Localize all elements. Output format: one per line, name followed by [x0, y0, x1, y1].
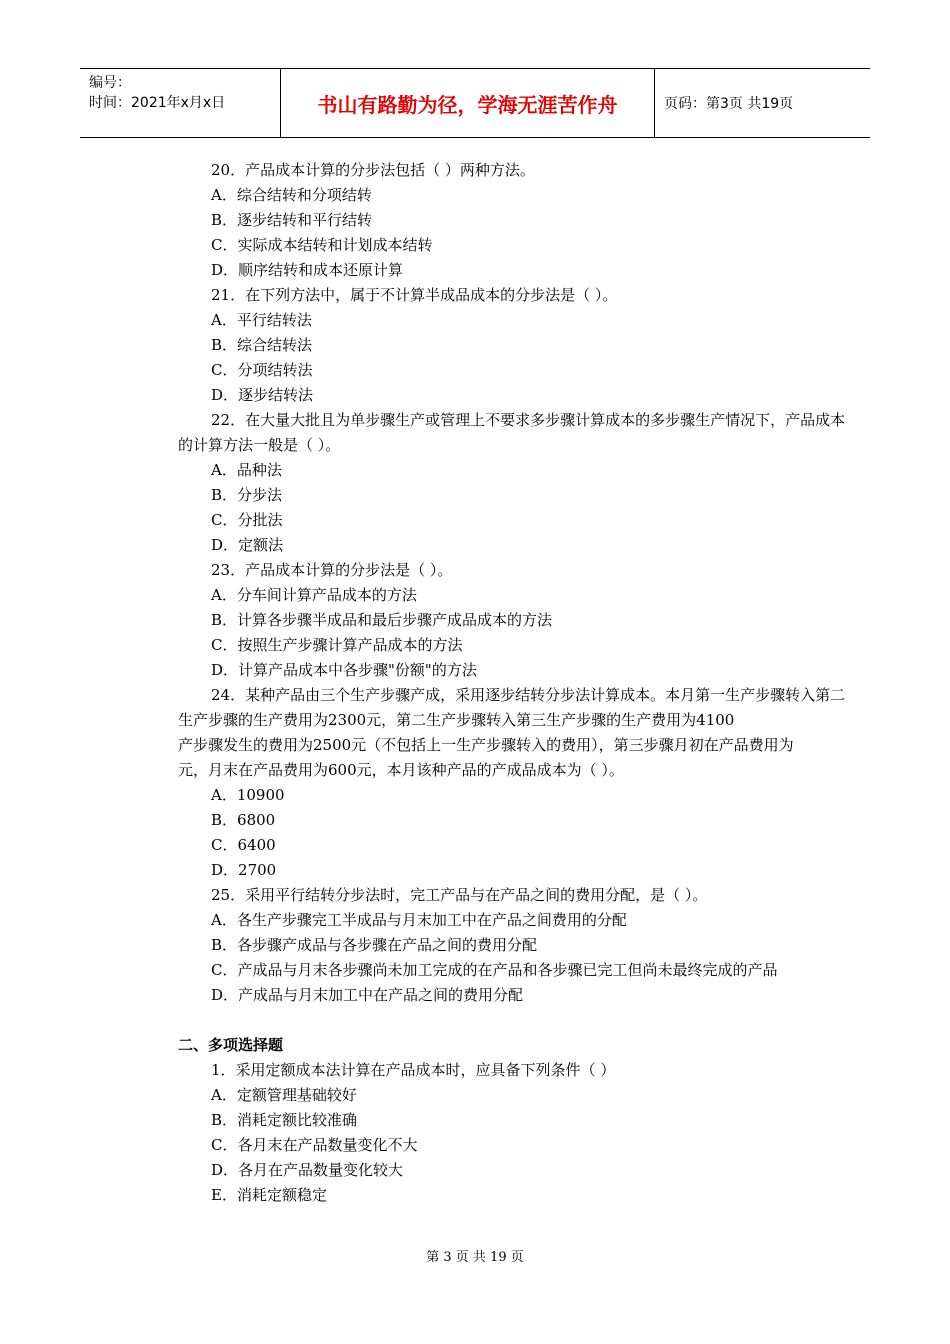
section-heading: 二、多项选择题 [178, 1036, 284, 1054]
page-header [80, 68, 870, 138]
answer-option: A．10900 [211, 786, 285, 804]
page-footer: 第 3 页 共 19 页 [426, 1250, 524, 1265]
answer-option: B．6800 [211, 811, 276, 829]
document-body [178, 158, 930, 1208]
question-text-continued: 生产步骤的生产费用为2300元，第二生产步骤转入第三生产步骤的生产费用为4100 [178, 711, 735, 729]
answer-option: B．各步骤产成品与各步骤在产品之间的费用分配 [211, 936, 538, 954]
header-page-number: 页码：第3页 共19页 [664, 96, 794, 112]
answer-option: D．产成品与月末加工中在产品之间的费用分配 [211, 986, 524, 1004]
answer-option: E．消耗定额稳定 [211, 1186, 327, 1204]
answer-option: C．各月末在产品数量变化不大 [211, 1136, 418, 1154]
question-text: 1．采用定额成本法计算在产品成本时，应具备下列条件（ ） [211, 1061, 616, 1079]
answer-option: A．分车间计算产品成本的方法 [211, 586, 417, 604]
answer-option: A．平行结转法 [211, 311, 312, 329]
question-text: 21．在下列方法中，属于不计算半成品成本的分步法是（ ）。 [211, 286, 618, 304]
answer-option: C．实际成本结转和计划成本结转 [211, 236, 433, 254]
answer-option: C．分项结转法 [211, 361, 313, 379]
answer-option: B．消耗定额比较准确 [211, 1111, 358, 1129]
header-meta-cell [80, 69, 281, 137]
header-motto: 书山有路勤为径，学海无涯苦作舟 [281, 69, 655, 137]
question-text: 22．在大量大批且为单步骤生产或管理上不要求多步骤计算成本的多步骤生产情况下，产品成本 [211, 411, 846, 429]
answer-option: A．定额管理基础较好 [211, 1086, 357, 1104]
document-number-label: 编号： [89, 75, 131, 91]
answer-option: C．产成品与月末各步骤尚未加工完成的在产品和各步骤已完工但尚未最终完成的产品 [211, 961, 778, 979]
answer-option: A．各生产步骤完工半成品与月末加工中在产品之间费用的分配 [211, 911, 627, 929]
answer-option: B．分步法 [211, 486, 283, 504]
document-date-label: 时间：2021年x月x日 [89, 95, 226, 111]
answer-option: C．6400 [211, 836, 276, 854]
question-text: 20．产品成本计算的分步法包括（ ）两种方法。 [211, 161, 535, 179]
answer-option: A．综合结转和分项结转 [211, 186, 372, 204]
answer-option: D．计算产品成本中各步骤"份额"的方法 [211, 661, 477, 679]
question-text-continued: 元，月末在产品费用为600元，本月该种产品的产成品成本为（ ）。 [178, 761, 624, 779]
answer-option: D．定额法 [211, 536, 284, 554]
question-text: 25．采用平行结转分步法时，完工产品与在产品之间的费用分配，是（ ）。 [211, 886, 708, 904]
question-text-continued: 产步骤发生的费用为2500元（不包括上一生产步骤转入的费用），第三步骤月初在产品费用为 [178, 736, 794, 754]
answer-option: C．分批法 [211, 511, 283, 529]
question-text: 23．产品成本计算的分步法是（ ）。 [211, 561, 453, 579]
answer-option: D．顺序结转和成本还原计算 [211, 261, 404, 279]
answer-option: D．逐步结转法 [211, 386, 314, 404]
answer-option: D．各月在产品数量变化较大 [211, 1161, 404, 1179]
answer-option: C．按照生产步骤计算产品成本的方法 [211, 636, 463, 654]
answer-option: D．2700 [211, 861, 277, 879]
question-text: 24．某种产品由三个生产步骤产成，采用逐步结转分步法计算成本。本月第一生产步骤转入第二 [211, 686, 846, 704]
answer-option: B．综合结转法 [211, 336, 313, 354]
question-text-continued: 的计算方法一般是（ ）。 [178, 436, 341, 454]
answer-option: B．计算各步骤半成品和最后步骤产成品成本的方法 [211, 611, 553, 629]
answer-option: B．逐步结转和平行结转 [211, 211, 373, 229]
answer-option: A．品种法 [211, 461, 282, 479]
